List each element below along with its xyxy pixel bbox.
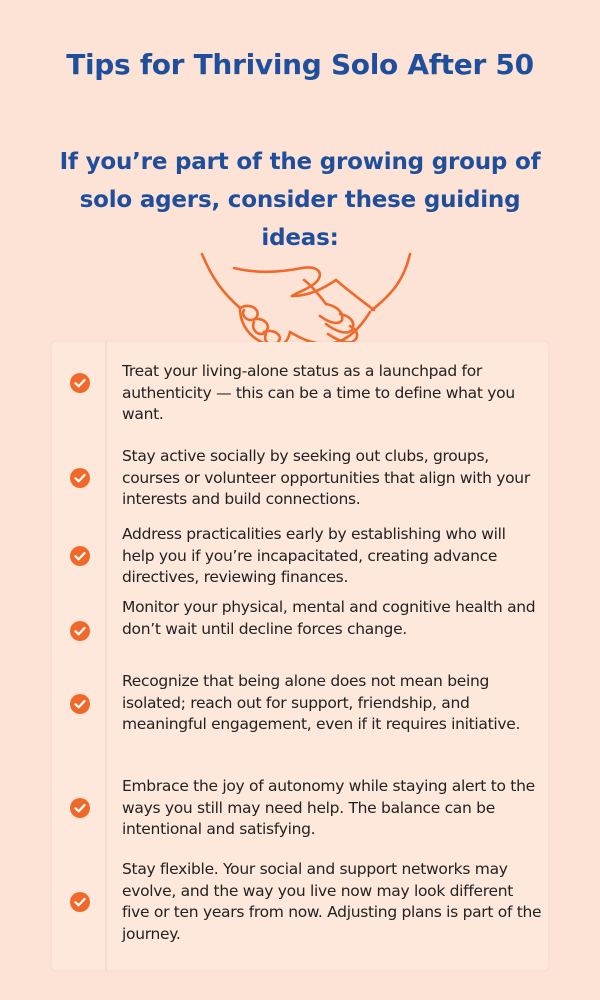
tip-item: Address practicalities early by establishing who will help you if you’re incapacitated, creating advance directives, reviewing finances. bbox=[122, 525, 506, 586]
tip-item: Monitor your physical, mental and cognitive health and don’t wait until decline forces change. bbox=[122, 598, 536, 638]
tip-item: Recognize that being alone does not mean being isolated; reach out for support, friendship, and meaningful engagement, even if it requires initiative. bbox=[122, 672, 521, 733]
check-circle-icon bbox=[70, 546, 90, 566]
handshake-icon bbox=[200, 250, 412, 350]
panel-divider bbox=[105, 342, 107, 970]
check-circle-icon bbox=[70, 892, 90, 912]
page-subtitle: If you’re part of the growing group of solo agers, consider these guiding ideas: bbox=[59, 149, 541, 251]
check-circle-icon bbox=[70, 621, 90, 641]
tip-item: Embrace the joy of autonomy while staying alert to the ways you still may need help. The balance can be intentional and satisfying. bbox=[122, 777, 535, 838]
tip-item: Stay flexible. Your social and support networks may evolve, and the way you live now may look different five or ten years from now. Adjusting plans is part of the journey. bbox=[122, 860, 542, 943]
tip-item: Stay active socially by seeking out clubs, groups, courses or volunteer opportunities that align with your interests and build connections. bbox=[122, 447, 530, 508]
check-circle-icon bbox=[70, 373, 90, 393]
tip-item: Treat your living-alone status as a launchpad for authenticity — this can be a time to define what you want. bbox=[122, 362, 515, 423]
check-circle-icon bbox=[70, 468, 90, 488]
check-circle-icon bbox=[70, 694, 90, 714]
page-title: Tips for Thriving Solo After 50 bbox=[66, 48, 534, 81]
check-circle-icon bbox=[70, 798, 90, 818]
